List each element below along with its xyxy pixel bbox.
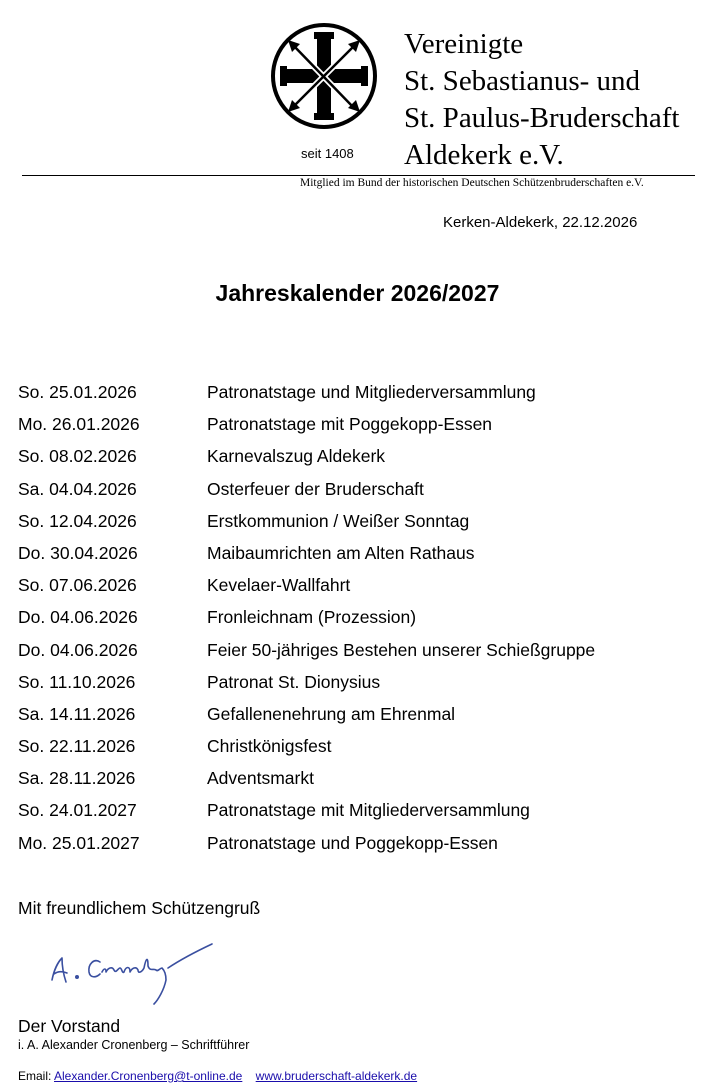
board-signature-label: Der Vorstand <box>18 1016 121 1036</box>
place-date: Kerken-Aldekerk, 22.12.2026 <box>443 214 638 231</box>
event-row <box>18 734 698 766</box>
event-date: Do. 30.04.2026 <box>18 542 138 563</box>
handwritten-signature <box>40 938 220 1018</box>
event-row <box>18 702 698 734</box>
event-description: Kevelaer-Wallfahrt <box>207 575 351 596</box>
event-description: Karnevalszug Aldekerk <box>207 446 386 467</box>
event-row <box>18 605 698 637</box>
org-name-line: St. Sebastianus- und <box>404 65 641 97</box>
event-date: Sa. 28.11.2026 <box>18 768 136 789</box>
event-date: Do. 04.06.2026 <box>18 639 138 660</box>
header-divider <box>22 175 695 176</box>
org-name-line: St. Paulus-Bruderschaft <box>404 102 680 134</box>
event-description: Fronleichnam (Prozession) <box>207 607 417 628</box>
event-description: Patronat St. Dionysius <box>207 671 381 692</box>
event-description: Patronatstage mit Mitgliederversammlung <box>207 800 530 821</box>
event-description: Osterfeuer der Bruderschaft <box>207 478 424 499</box>
event-description: Gefallenenehrung am Ehrenmal <box>207 703 456 724</box>
secretary-line: i. A. Alexander Cronenberg – Schriftführer <box>18 1038 250 1052</box>
event-row <box>18 638 698 670</box>
contact-line <box>18 1069 417 1083</box>
event-row <box>18 573 698 605</box>
brotherhood-logo-icon <box>270 22 378 130</box>
event-date: Sa. 04.04.2026 <box>18 478 137 499</box>
event-row <box>18 380 698 412</box>
event-row <box>18 766 698 798</box>
email-link[interactable]: Alexander.Cronenberg@t-online.de <box>54 1069 243 1083</box>
closing-greeting: Mit freundlichem Schützengruß <box>18 898 261 918</box>
event-row <box>18 444 698 476</box>
event-date: So. 07.06.2026 <box>18 575 137 596</box>
event-date: So. 24.01.2027 <box>18 800 137 821</box>
page-title: Jahreskalender 2026/2027 <box>215 280 500 306</box>
event-date: Sa. 14.11.2026 <box>18 703 136 724</box>
org-name-line: Vereinigte <box>404 28 524 60</box>
event-date: Mo. 26.01.2026 <box>18 414 140 435</box>
website-link[interactable]: www.bruderschaft-aldekerk.de <box>255 1069 418 1083</box>
event-date: Mo. 25.01.2027 <box>18 832 140 853</box>
event-description: Feier 50-jähriges Bestehen unserer Schießgruppe <box>207 639 596 660</box>
event-row <box>18 509 698 541</box>
event-date: So. 11.10.2026 <box>18 671 136 692</box>
event-description: Patronatstage und Poggekopp-Essen <box>207 832 498 853</box>
event-description: Maibaumrichten am Alten Rathaus <box>207 542 475 563</box>
event-row <box>18 477 698 509</box>
event-description: Patronatstage mit Poggekopp-Essen <box>207 414 493 435</box>
org-name-line: Aldekerk e.V. <box>404 139 564 171</box>
event-row <box>18 541 698 573</box>
membership-note: Mitglied im Bund der historischen Deutschen Schützenbruderschaften e.V. <box>300 177 644 189</box>
event-date: So. 22.11.2026 <box>18 736 136 757</box>
event-description: Adventsmarkt <box>207 768 314 789</box>
event-date: So. 12.04.2026 <box>18 510 137 531</box>
event-row <box>18 670 698 702</box>
event-list <box>18 380 698 863</box>
organization-name <box>404 26 679 174</box>
event-date: Do. 04.06.2026 <box>18 607 138 628</box>
event-row <box>18 831 698 863</box>
event-date: So. 08.02.2026 <box>18 446 137 467</box>
event-description: Patronatstage und Mitgliederversammlung <box>207 382 536 402</box>
event-date: So. 25.01.2026 <box>18 382 137 402</box>
event-row <box>18 412 698 444</box>
event-row <box>18 798 698 830</box>
event-description: Erstkommunion / Weißer Sonntag <box>207 510 470 531</box>
founding-year: seit 1408 <box>301 146 354 161</box>
event-description: Christkönigsfest <box>207 736 332 757</box>
email-label: Email: <box>18 1069 52 1083</box>
